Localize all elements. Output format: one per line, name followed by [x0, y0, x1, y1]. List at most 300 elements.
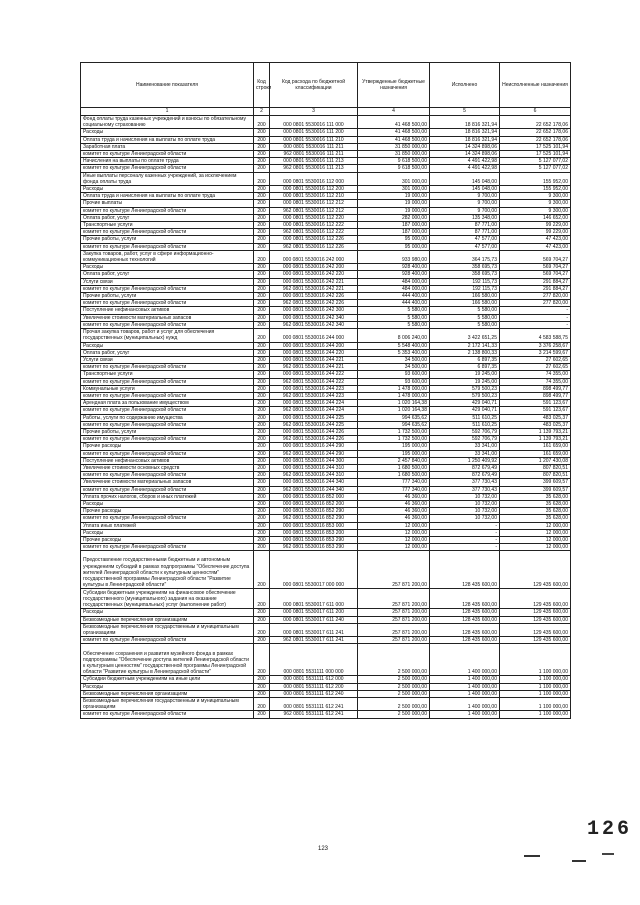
row-executed-amount: 10 732,00	[430, 500, 500, 507]
table-row	[81, 200, 571, 207]
row-approved-amount: 994 635,62	[358, 421, 430, 428]
row-unexecuted-amount: 155 952,00	[500, 172, 571, 185]
row-indicator-name: Прочая закупка товаров, работ и услуг для обеспечения государственных (муниципальных) нужд	[81, 329, 254, 342]
row-classification-code: 000 0801 5530016 244 290	[270, 443, 358, 450]
row-indicator-name: комитет по культуре Ленинградской области	[81, 421, 254, 428]
row-approved-amount: 5 580,00	[358, 314, 430, 321]
row-approved-amount: 1 020 164,38	[358, 407, 430, 414]
row-approved-amount: 34 500,00	[358, 364, 430, 371]
table-row	[81, 271, 571, 278]
row-executed-amount: 18 816 321,94	[430, 136, 500, 143]
row-approved-amount: 257 871 200,00	[358, 616, 430, 623]
page-number: 123	[318, 846, 329, 852]
row-line-code: 200	[254, 623, 270, 636]
row-line-code: 200	[254, 151, 270, 158]
row-approved-amount: 5 580,00	[358, 321, 430, 328]
table-row	[81, 307, 571, 314]
row-indicator-name: комитет по культуре Ленинградской области	[81, 544, 254, 551]
row-indicator-name: комитет по культуре Ленинградской области	[81, 515, 254, 522]
row-unexecuted-amount: 129 435 600,00	[500, 589, 571, 609]
row-indicator-name: Безвозмездные перечисления государственным и муниципальным организациям	[81, 623, 254, 636]
row-executed-amount: 511 610,25	[430, 414, 500, 421]
row-indicator-name: Поступление нефинансовых активов	[81, 307, 254, 314]
row-indicator-name: Расходы	[81, 264, 254, 271]
table-row	[81, 644, 571, 676]
row-line-code: 200	[254, 243, 270, 250]
row-line-code: 200	[254, 536, 270, 543]
row-line-code: 200	[254, 515, 270, 522]
row-executed-amount: 1 400 000,00	[430, 683, 500, 690]
table-row	[81, 385, 571, 392]
row-approved-amount: 19 000,00	[358, 200, 430, 207]
row-classification-code: 962 0801 5530016 112 222	[270, 229, 358, 236]
table-body	[81, 116, 571, 719]
row-approved-amount: 19 000,00	[358, 193, 430, 200]
row-classification-code: 000 0801 5530016 244 222	[270, 371, 358, 378]
row-classification-code: 000 0801 5531111 612 000	[270, 676, 358, 683]
row-unexecuted-amount: 161 659,00	[500, 443, 571, 450]
row-approved-amount: 1 680 500,00	[358, 464, 430, 471]
row-line-code: 200	[254, 508, 270, 515]
row-unexecuted-amount: 12 000,00	[500, 544, 571, 551]
row-executed-amount: -	[430, 544, 500, 551]
row-indicator-name: Оплата труда и начисления на выплаты по оплате труда	[81, 136, 254, 143]
row-executed-amount: 5 580,00	[430, 314, 500, 321]
row-executed-amount: 19 245,00	[430, 378, 500, 385]
row-executed-amount: 128 435 600,00	[430, 623, 500, 636]
row-executed-amount: 128 435 600,00	[430, 609, 500, 616]
row-unexecuted-amount: 569 704,27	[500, 250, 571, 263]
row-approved-amount: 93 600,00	[358, 371, 430, 378]
row-executed-amount: 377 730,43	[430, 486, 500, 493]
row-classification-code: 000 0801 5530016 112 220	[270, 214, 358, 221]
row-executed-amount: 377 730,43	[430, 479, 500, 486]
row-approved-amount: 46 360,00	[358, 515, 430, 522]
column-number: 2	[254, 108, 270, 116]
table-row	[81, 264, 571, 271]
row-classification-code: 000 0801 5530016 853 200	[270, 529, 358, 536]
row-approved-amount: 12 000,00	[358, 522, 430, 529]
row-unexecuted-amount: 5 127 077,02	[500, 158, 571, 165]
table-row	[81, 116, 571, 129]
row-executed-amount: 579 500,23	[430, 392, 500, 399]
row-line-code: 200	[254, 486, 270, 493]
table-row	[81, 508, 571, 515]
row-executed-amount: 3 422 651,25	[430, 329, 500, 342]
row-approved-amount: 282 000,00	[358, 214, 430, 221]
row-indicator-name: Коммунальные услуги	[81, 385, 254, 392]
row-classification-code: 000 0801 5530016 112 226	[270, 236, 358, 243]
row-approved-amount: 301 000,00	[358, 186, 430, 193]
row-indicator-name: Уплата иных платежей	[81, 522, 254, 529]
row-classification-code: 962 0801 5530016 244 221	[270, 364, 358, 371]
row-unexecuted-amount: 9 300,00	[500, 200, 571, 207]
row-indicator-name: комитет по культуре Ленинградской области	[81, 711, 254, 718]
row-classification-code: 962 0801 5530016 244 226	[270, 436, 358, 443]
table-row	[81, 637, 571, 644]
row-line-code: 200	[254, 500, 270, 507]
row-indicator-name: Расходы	[81, 500, 254, 507]
row-classification-code: 000 0801 5530016 112 222	[270, 222, 358, 229]
row-approved-amount: 444 400,00	[358, 300, 430, 307]
row-line-code: 200	[254, 186, 270, 193]
table-row	[81, 457, 571, 464]
row-classification-code: 962 0801 5530016 244 310	[270, 472, 358, 479]
row-line-code: 200	[254, 364, 270, 371]
row-approved-amount: 928 400,00	[358, 264, 430, 271]
row-classification-code: 000 0801 5530017 000 000	[270, 551, 358, 589]
row-classification-code: 000 0801 5530016 242 000	[270, 250, 358, 263]
row-executed-amount: 358 695,73	[430, 271, 500, 278]
scan-mark	[524, 855, 540, 857]
header-executed: Исполнено	[430, 63, 500, 108]
row-unexecuted-amount: 35 628,00	[500, 515, 571, 522]
row-unexecuted-amount: 277 820,00	[500, 300, 571, 307]
row-classification-code: 000 0801 5530016 244 000	[270, 329, 358, 342]
row-classification-code: 000 0801 5530016 244 224	[270, 400, 358, 407]
row-unexecuted-amount: 591 123,67	[500, 407, 571, 414]
row-unexecuted-amount: 898 499,77	[500, 385, 571, 392]
row-unexecuted-amount: 129 435 600,00	[500, 551, 571, 589]
row-executed-amount: 4 491 422,98	[430, 158, 500, 165]
column-number: 1	[81, 108, 254, 116]
row-executed-amount: 2 172 141,33	[430, 342, 500, 349]
row-classification-code: 000 0801 5530016 242 221	[270, 278, 358, 285]
row-indicator-name: Уплата прочих налогов, сборов и иных платежей	[81, 493, 254, 500]
row-approved-amount: 257 871 200,00	[358, 637, 430, 644]
row-approved-amount: 2 500 000,00	[358, 698, 430, 711]
row-line-code: 200	[254, 616, 270, 623]
row-line-code: 200	[254, 158, 270, 165]
row-line-code: 200	[254, 300, 270, 307]
row-line-code: 200	[254, 349, 270, 356]
header-unexecuted-appropriations: Неисполненные назначения	[500, 63, 571, 108]
row-unexecuted-amount: 35 628,00	[500, 493, 571, 500]
header-line-code: Код строки	[254, 63, 270, 108]
row-approved-amount: 12 000,00	[358, 536, 430, 543]
row-executed-amount: 4 491 422,98	[430, 165, 500, 172]
row-line-code: 200	[254, 493, 270, 500]
row-line-code: 200	[254, 676, 270, 683]
row-indicator-name: комитет по культуре Ленинградской области	[81, 392, 254, 399]
row-classification-code: 000 0801 5530016 852 290	[270, 508, 358, 515]
table-row	[81, 143, 571, 150]
row-approved-amount: 46 360,00	[358, 508, 430, 515]
row-line-code: 200	[254, 250, 270, 263]
row-unexecuted-amount: 27 602,65	[500, 356, 571, 363]
row-line-code: 200	[254, 207, 270, 214]
row-approved-amount: 41 468 500,00	[358, 136, 430, 143]
row-executed-amount: 145 048,00	[430, 186, 500, 193]
row-executed-amount: 128 435 600,00	[430, 551, 500, 589]
row-executed-amount: 1 400 000,00	[430, 698, 500, 711]
row-indicator-name: Оплата работ, услуг	[81, 349, 254, 356]
row-unexecuted-amount: 22 652 178,06	[500, 136, 571, 143]
table-row	[81, 609, 571, 616]
row-unexecuted-amount: 74 355,00	[500, 378, 571, 385]
row-executed-amount: 6 897,35	[430, 364, 500, 371]
row-unexecuted-amount: 5 127 077,02	[500, 165, 571, 172]
row-approved-amount: 257 871 200,00	[358, 551, 430, 589]
row-line-code: 200	[254, 637, 270, 644]
row-executed-amount: 87 771,00	[430, 229, 500, 236]
row-executed-amount: 5 580,00	[430, 307, 500, 314]
row-executed-amount: 872 679,49	[430, 464, 500, 471]
row-indicator-name: Субсидии бюджетным учреждениям на иные цели	[81, 676, 254, 683]
row-executed-amount: 872 679,49	[430, 472, 500, 479]
row-executed-amount: 364 175,73	[430, 250, 500, 263]
row-unexecuted-amount: 47 423,00	[500, 236, 571, 243]
row-unexecuted-amount: 807 820,51	[500, 464, 571, 471]
row-executed-amount: -	[430, 522, 500, 529]
row-unexecuted-amount: 569 704,27	[500, 264, 571, 271]
row-unexecuted-amount: 1 207 430,08	[500, 457, 571, 464]
row-unexecuted-amount: 1 100 000,00	[500, 676, 571, 683]
table-row	[81, 450, 571, 457]
row-executed-amount: 33 341,00	[430, 450, 500, 457]
row-classification-code: 962 0801 5530016 244 290	[270, 450, 358, 457]
row-classification-code: 962 0801 5530016 242 226	[270, 300, 358, 307]
row-indicator-name: Фонд оплаты труда казенных учреждений и взносы по обязательному социальному страхованию	[81, 116, 254, 129]
row-classification-code: 962 0801 5530016 242 221	[270, 285, 358, 292]
table-row	[81, 222, 571, 229]
row-classification-code: 000 0801 5530016 244 200	[270, 342, 358, 349]
table-row	[81, 522, 571, 529]
row-classification-code: 000 0801 5530016 112 200	[270, 186, 358, 193]
row-approved-amount: 928 400,00	[358, 271, 430, 278]
row-line-code: 200	[254, 421, 270, 428]
row-unexecuted-amount: 591 123,67	[500, 400, 571, 407]
row-indicator-name: Работы, услуги по содержанию имущества	[81, 414, 254, 421]
row-indicator-name: комитет по культуре Ленинградской области	[81, 151, 254, 158]
row-unexecuted-amount: 9 300,00	[500, 207, 571, 214]
table-row	[81, 536, 571, 543]
table-row	[81, 136, 571, 143]
row-unexecuted-amount: -	[500, 307, 571, 314]
table-row	[81, 186, 571, 193]
row-line-code: 200	[254, 450, 270, 457]
row-indicator-name: Начисления на выплаты по оплате труда	[81, 158, 254, 165]
row-line-code: 200	[254, 214, 270, 221]
row-indicator-name: Увеличение стоимости материальных запасов	[81, 479, 254, 486]
row-approved-amount: 2 500 000,00	[358, 676, 430, 683]
row-classification-code: 000 0801 5530016 853 290	[270, 536, 358, 543]
table-row	[81, 623, 571, 636]
row-classification-code: 000 0801 5530016 852 200	[270, 500, 358, 507]
table-row	[81, 250, 571, 263]
row-unexecuted-amount: 1 100 000,00	[500, 683, 571, 690]
row-unexecuted-amount: 129 435 600,00	[500, 616, 571, 623]
table-row	[81, 421, 571, 428]
row-classification-code: 000 0801 5530017 611 240	[270, 616, 358, 623]
row-indicator-name: комитет по культуре Ленинградской области	[81, 364, 254, 371]
row-unexecuted-amount: 1 100 000,00	[500, 711, 571, 718]
row-approved-amount: 5 353 400,00	[358, 349, 430, 356]
row-indicator-name: Расходы	[81, 609, 254, 616]
row-unexecuted-amount: 399 609,57	[500, 486, 571, 493]
row-approved-amount: 12 000,00	[358, 544, 430, 551]
table-row	[81, 285, 571, 292]
row-unexecuted-amount: 12 000,00	[500, 529, 571, 536]
row-classification-code: 962 0801 5530016 112 226	[270, 243, 358, 250]
table-row	[81, 493, 571, 500]
row-unexecuted-amount: -	[500, 314, 571, 321]
row-indicator-name: Субсидии бюджетным учреждениям на финансовое обеспечение государственного (муниципального) задания на оказание государственных (муниципальных) услуг (выполнение работ)	[81, 589, 254, 609]
row-unexecuted-amount: 1 100 000,00	[500, 644, 571, 676]
row-unexecuted-amount: 22 652 178,06	[500, 129, 571, 136]
row-classification-code: 962 0801 5530016 112 212	[270, 207, 358, 214]
table-row	[81, 436, 571, 443]
row-classification-code: 000 0801 5530016 244 226	[270, 428, 358, 435]
row-executed-amount: 14 324 898,06	[430, 151, 500, 158]
row-approved-amount: 31 850 000,00	[358, 151, 430, 158]
row-line-code: 200	[254, 236, 270, 243]
row-classification-code: 000 0801 5530016 111 210	[270, 136, 358, 143]
row-executed-amount: 128 435 600,00	[430, 637, 500, 644]
row-line-code: 200	[254, 698, 270, 711]
row-approved-amount: 933 980,00	[358, 250, 430, 263]
row-line-code: 200	[254, 428, 270, 435]
row-approved-amount: 301 000,00	[358, 172, 430, 185]
table-row	[81, 414, 571, 421]
row-approved-amount: 5 580,00	[358, 307, 430, 314]
row-indicator-name: комитет по культуре Ленинградской области	[81, 243, 254, 250]
row-approved-amount: 2 500 000,00	[358, 644, 430, 676]
row-indicator-name: комитет по культуре Ленинградской области	[81, 450, 254, 457]
row-line-code: 200	[254, 436, 270, 443]
row-classification-code: 962 0801 5530016 244 224	[270, 407, 358, 414]
table-row	[81, 229, 571, 236]
row-line-code: 200	[254, 589, 270, 609]
table-row	[81, 616, 571, 623]
row-indicator-name: Предоставление государственными бюджетным и автономным учреждениям субсидий в рамках подпрограммы "Обеспечение доступа жителей Ленинградской области к культурным ценностям" государственной программы Ленинградской области "Развитие культуры в Ленинградской области"	[81, 551, 254, 589]
column-number: 4	[358, 108, 430, 116]
table-row	[81, 300, 571, 307]
row-line-code: 200	[254, 385, 270, 392]
row-unexecuted-amount: 47 423,00	[500, 243, 571, 250]
row-classification-code: 962 0801 5530016 853 290	[270, 544, 358, 551]
budget-report-sheet	[80, 62, 570, 719]
row-indicator-name: комитет по культуре Ленинградской области	[81, 321, 254, 328]
row-indicator-name: комитет по культуре Ленинградской области	[81, 472, 254, 479]
row-approved-amount: 2 500 000,00	[358, 711, 430, 718]
row-indicator-name: комитет по культуре Ленинградской области	[81, 637, 254, 644]
row-unexecuted-amount: 22 652 178,06	[500, 116, 571, 129]
row-executed-amount: 10 732,00	[430, 493, 500, 500]
row-indicator-name: Безвозмездные перечисления организациям	[81, 616, 254, 623]
table-row	[81, 515, 571, 522]
row-unexecuted-amount: 155 952,00	[500, 186, 571, 193]
row-unexecuted-amount: 129 435 600,00	[500, 637, 571, 644]
row-line-code: 200	[254, 522, 270, 529]
row-classification-code: 000 0801 5530016 111 000	[270, 116, 358, 129]
row-line-code: 200	[254, 116, 270, 129]
table-row	[81, 589, 571, 609]
row-unexecuted-amount: 3 214 599,67	[500, 349, 571, 356]
row-classification-code: 000 0801 5531111 612 240	[270, 690, 358, 697]
row-classification-code: 000 0801 5530016 111 213	[270, 158, 358, 165]
row-approved-amount: 46 360,00	[358, 500, 430, 507]
row-approved-amount: 484 000,00	[358, 278, 430, 285]
row-classification-code: 000 0801 5530016 112 210	[270, 193, 358, 200]
row-classification-code: 000 0801 5530017 611 200	[270, 609, 358, 616]
row-executed-amount: 14 324 898,06	[430, 143, 500, 150]
row-classification-code: 000 0801 5531111 612 241	[270, 698, 358, 711]
row-approved-amount: 187 000,00	[358, 229, 430, 236]
table-row	[81, 329, 571, 342]
row-indicator-name: Безвозмездные перечисления организациям	[81, 690, 254, 697]
table-row	[81, 529, 571, 536]
row-approved-amount: 1 478 000,00	[358, 392, 430, 399]
row-classification-code: 962 0801 5531111 612 241	[270, 711, 358, 718]
row-approved-amount: 1 732 500,00	[358, 436, 430, 443]
row-classification-code: 000 0801 5530016 242 300	[270, 307, 358, 314]
row-approved-amount: 41 468 500,00	[358, 116, 430, 129]
row-indicator-name: Заработная плата	[81, 143, 254, 150]
table-row	[81, 443, 571, 450]
row-line-code: 200	[254, 342, 270, 349]
row-executed-amount: 128 435 600,00	[430, 589, 500, 609]
row-unexecuted-amount: 483 025,37	[500, 414, 571, 421]
row-line-code: 200	[254, 472, 270, 479]
row-classification-code: 000 0801 5530016 112 212	[270, 200, 358, 207]
table-row	[81, 129, 571, 136]
row-indicator-name: Безвозмездные перечисления государственным и муниципальным организациям	[81, 698, 254, 711]
row-classification-code: 000 0801 5530016 242 220	[270, 271, 358, 278]
table-row	[81, 236, 571, 243]
row-line-code: 200	[254, 314, 270, 321]
row-unexecuted-amount: 99 229,00	[500, 222, 571, 229]
row-classification-code: 000 0801 5530016 244 300	[270, 457, 358, 464]
row-indicator-name: Оплата работ, услуг	[81, 214, 254, 221]
row-executed-amount: 18 816 321,94	[430, 116, 500, 129]
row-line-code: 200	[254, 229, 270, 236]
row-classification-code: 962 0801 5530016 111 211	[270, 151, 358, 158]
row-approved-amount: 1 478 000,00	[358, 385, 430, 392]
table-row	[81, 214, 571, 221]
table-row	[81, 479, 571, 486]
row-approved-amount: 93 600,00	[358, 378, 430, 385]
row-indicator-name: Расходы	[81, 186, 254, 193]
row-line-code: 200	[254, 457, 270, 464]
row-approved-amount: 777 340,00	[358, 479, 430, 486]
row-classification-code: 962 0801 5530016 242 340	[270, 321, 358, 328]
row-line-code: 200	[254, 544, 270, 551]
table-row	[81, 342, 571, 349]
row-approved-amount: 5 548 400,00	[358, 342, 430, 349]
row-classification-code: 000 0801 5530016 244 225	[270, 414, 358, 421]
row-classification-code: 962 0801 5530016 244 222	[270, 378, 358, 385]
row-approved-amount: 444 400,00	[358, 293, 430, 300]
row-approved-amount: 195 000,00	[358, 450, 430, 457]
row-indicator-name: Расходы	[81, 529, 254, 536]
row-executed-amount: 6 897,35	[430, 356, 500, 363]
row-unexecuted-amount: 12 000,00	[500, 536, 571, 543]
row-executed-amount: 1 400 000,00	[430, 676, 500, 683]
table-row	[81, 407, 571, 414]
row-line-code: 200	[254, 200, 270, 207]
row-approved-amount: 9 618 500,00	[358, 158, 430, 165]
row-executed-amount: 511 610,25	[430, 421, 500, 428]
row-indicator-name: Прочие расходы	[81, 536, 254, 543]
row-indicator-name: Увеличение стоимости материальных запасов	[81, 314, 254, 321]
table-row	[81, 293, 571, 300]
row-line-code: 200	[254, 193, 270, 200]
row-approved-amount: 2 500 000,00	[358, 690, 430, 697]
row-unexecuted-amount: 1 100 000,00	[500, 698, 571, 711]
row-unexecuted-amount: 1 100 000,00	[500, 690, 571, 697]
row-indicator-name: Оплата труда и начисления на выплаты по оплате труда	[81, 193, 254, 200]
